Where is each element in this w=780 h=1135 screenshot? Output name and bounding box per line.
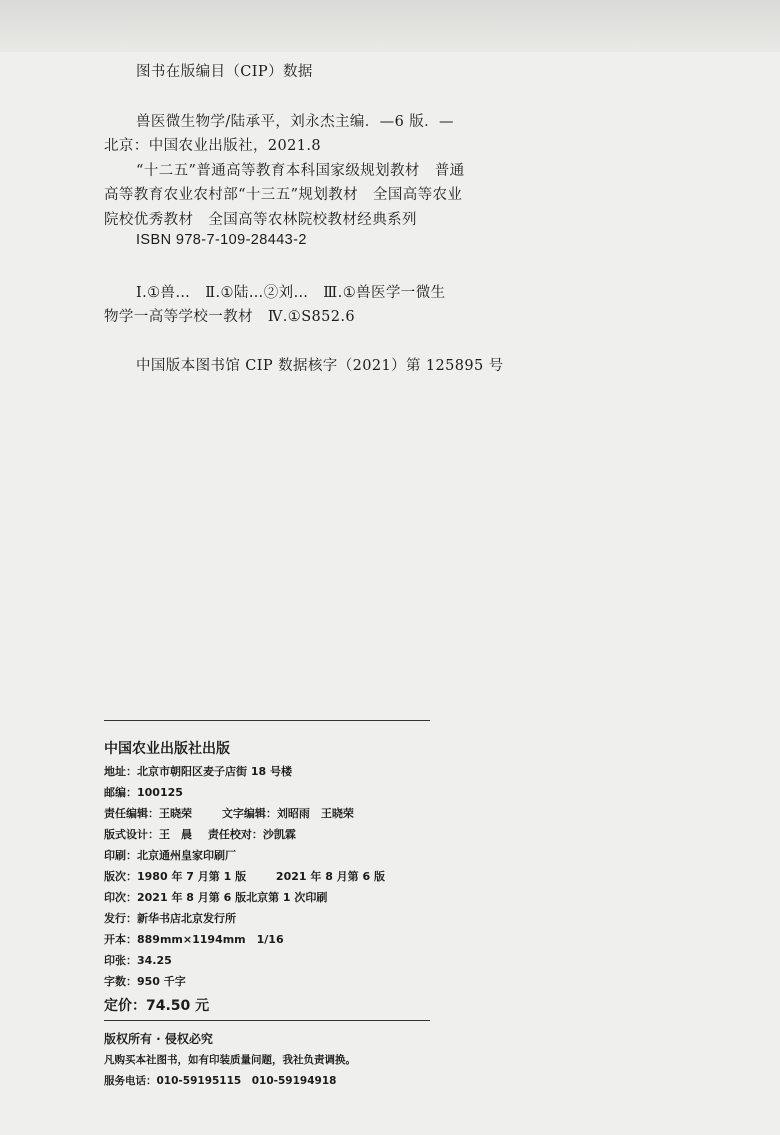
quality-notice: 凡购买本社图书，如有印装质量问题，我社负责调换。: [104, 1054, 356, 1066]
distributor-value: 新华书店北京发行所: [137, 912, 236, 925]
publisher-name: 中国农业出版社出版: [104, 741, 230, 757]
page-top-shadow: [0, 0, 780, 52]
price-row: [104, 995, 209, 1015]
cip-number: 中国版本图书馆 CIP 数据核字（2021）第 125895 号: [136, 358, 504, 374]
phone-label: 服务电话：: [104, 1075, 157, 1087]
distributor-row: [104, 910, 236, 926]
printing-row: [104, 889, 327, 905]
address-label: 地址：: [104, 765, 137, 778]
edition-first: 1980 年 7 月第 1 版: [137, 870, 247, 883]
distributor-label: 发行：: [104, 912, 137, 925]
words-value: 950 千字: [137, 975, 186, 988]
words-row: [104, 973, 186, 989]
format-value: 889mm×1194mm 1/16: [137, 933, 284, 946]
cip-title-line: 兽医微生物学/陆承平，刘永杰主编．—6 版．—: [136, 114, 454, 130]
price-label: 定价：: [104, 998, 146, 1014]
proof-label: 责任校对：: [207, 828, 263, 841]
price-value: 74.50 元: [146, 998, 210, 1014]
proof-value: 沙凯霖: [262, 828, 296, 841]
postcode-label: 邮编：: [104, 786, 137, 799]
copyright-notice: 版权所有 · 侵权必究: [104, 1032, 213, 1046]
edition-row: [104, 868, 385, 884]
sheets-value: 34.25: [137, 954, 172, 967]
text-editor-value: 刘昭雨 王晓荣: [276, 807, 354, 820]
cip-classification-line-2: 物学一高等学校一教材 Ⅳ.①S852.6: [104, 309, 356, 325]
format-label: 开本：: [104, 933, 137, 946]
format-row: [104, 931, 284, 947]
printer-label: 印刷：: [104, 849, 137, 862]
cip-classification-line-1: Ⅰ.①兽… Ⅱ.①陆…②刘… Ⅲ.①兽医学一微生: [136, 285, 446, 301]
editor-value: 王晓荣: [159, 807, 192, 820]
cip-series-line-1: “十二五”普通高等教育本科国家级规划教材 普通: [136, 163, 465, 179]
printing-value: 2021 年 8 月第 6 版北京第 1 次印刷: [137, 891, 328, 904]
address-row: [104, 763, 292, 779]
cip-series-line-2: 高等教育农业农村部“十三五”规划教材 全国高等农业: [104, 187, 463, 203]
phone-value: 010-59195115 010-59194918: [156, 1075, 337, 1087]
printer-value: 北京通州皇家印刷厂: [137, 849, 236, 862]
design-row: [104, 826, 296, 842]
design-label: 版式设计：: [104, 828, 159, 841]
divider-top: [104, 720, 430, 721]
cip-isbn: ISBN 978-7-109-28443-2: [136, 232, 307, 248]
postcode-value: 100125: [137, 786, 183, 799]
printer-row: [104, 847, 236, 863]
text-editor-label: 文字编辑：: [221, 807, 277, 820]
postcode-row: [104, 784, 183, 800]
sheets-label: 印张：: [104, 954, 137, 967]
editor-row: [104, 805, 354, 821]
design-value: 王 晨: [159, 828, 192, 841]
phone-row: [104, 1073, 336, 1088]
printing-label: 印次：: [104, 891, 137, 904]
cip-heading: 图书在版编目（CIP）数据: [136, 64, 313, 80]
words-label: 字数：: [104, 975, 137, 988]
sheets-row: [104, 952, 172, 968]
address-value: 北京市朝阳区麦子店街 18 号楼: [137, 765, 292, 778]
cip-series-line-3: 院校优秀教材 全国高等农林院校教材经典系列: [104, 212, 417, 228]
edition-current: 2021 年 8 月第 6 版: [275, 870, 385, 883]
divider-bottom: [104, 1020, 430, 1021]
editor-label: 责任编辑：: [104, 807, 159, 820]
edition-label: 版次：: [104, 870, 137, 883]
cip-publisher-line: 北京：中国农业出版社，2021.8: [104, 138, 322, 154]
